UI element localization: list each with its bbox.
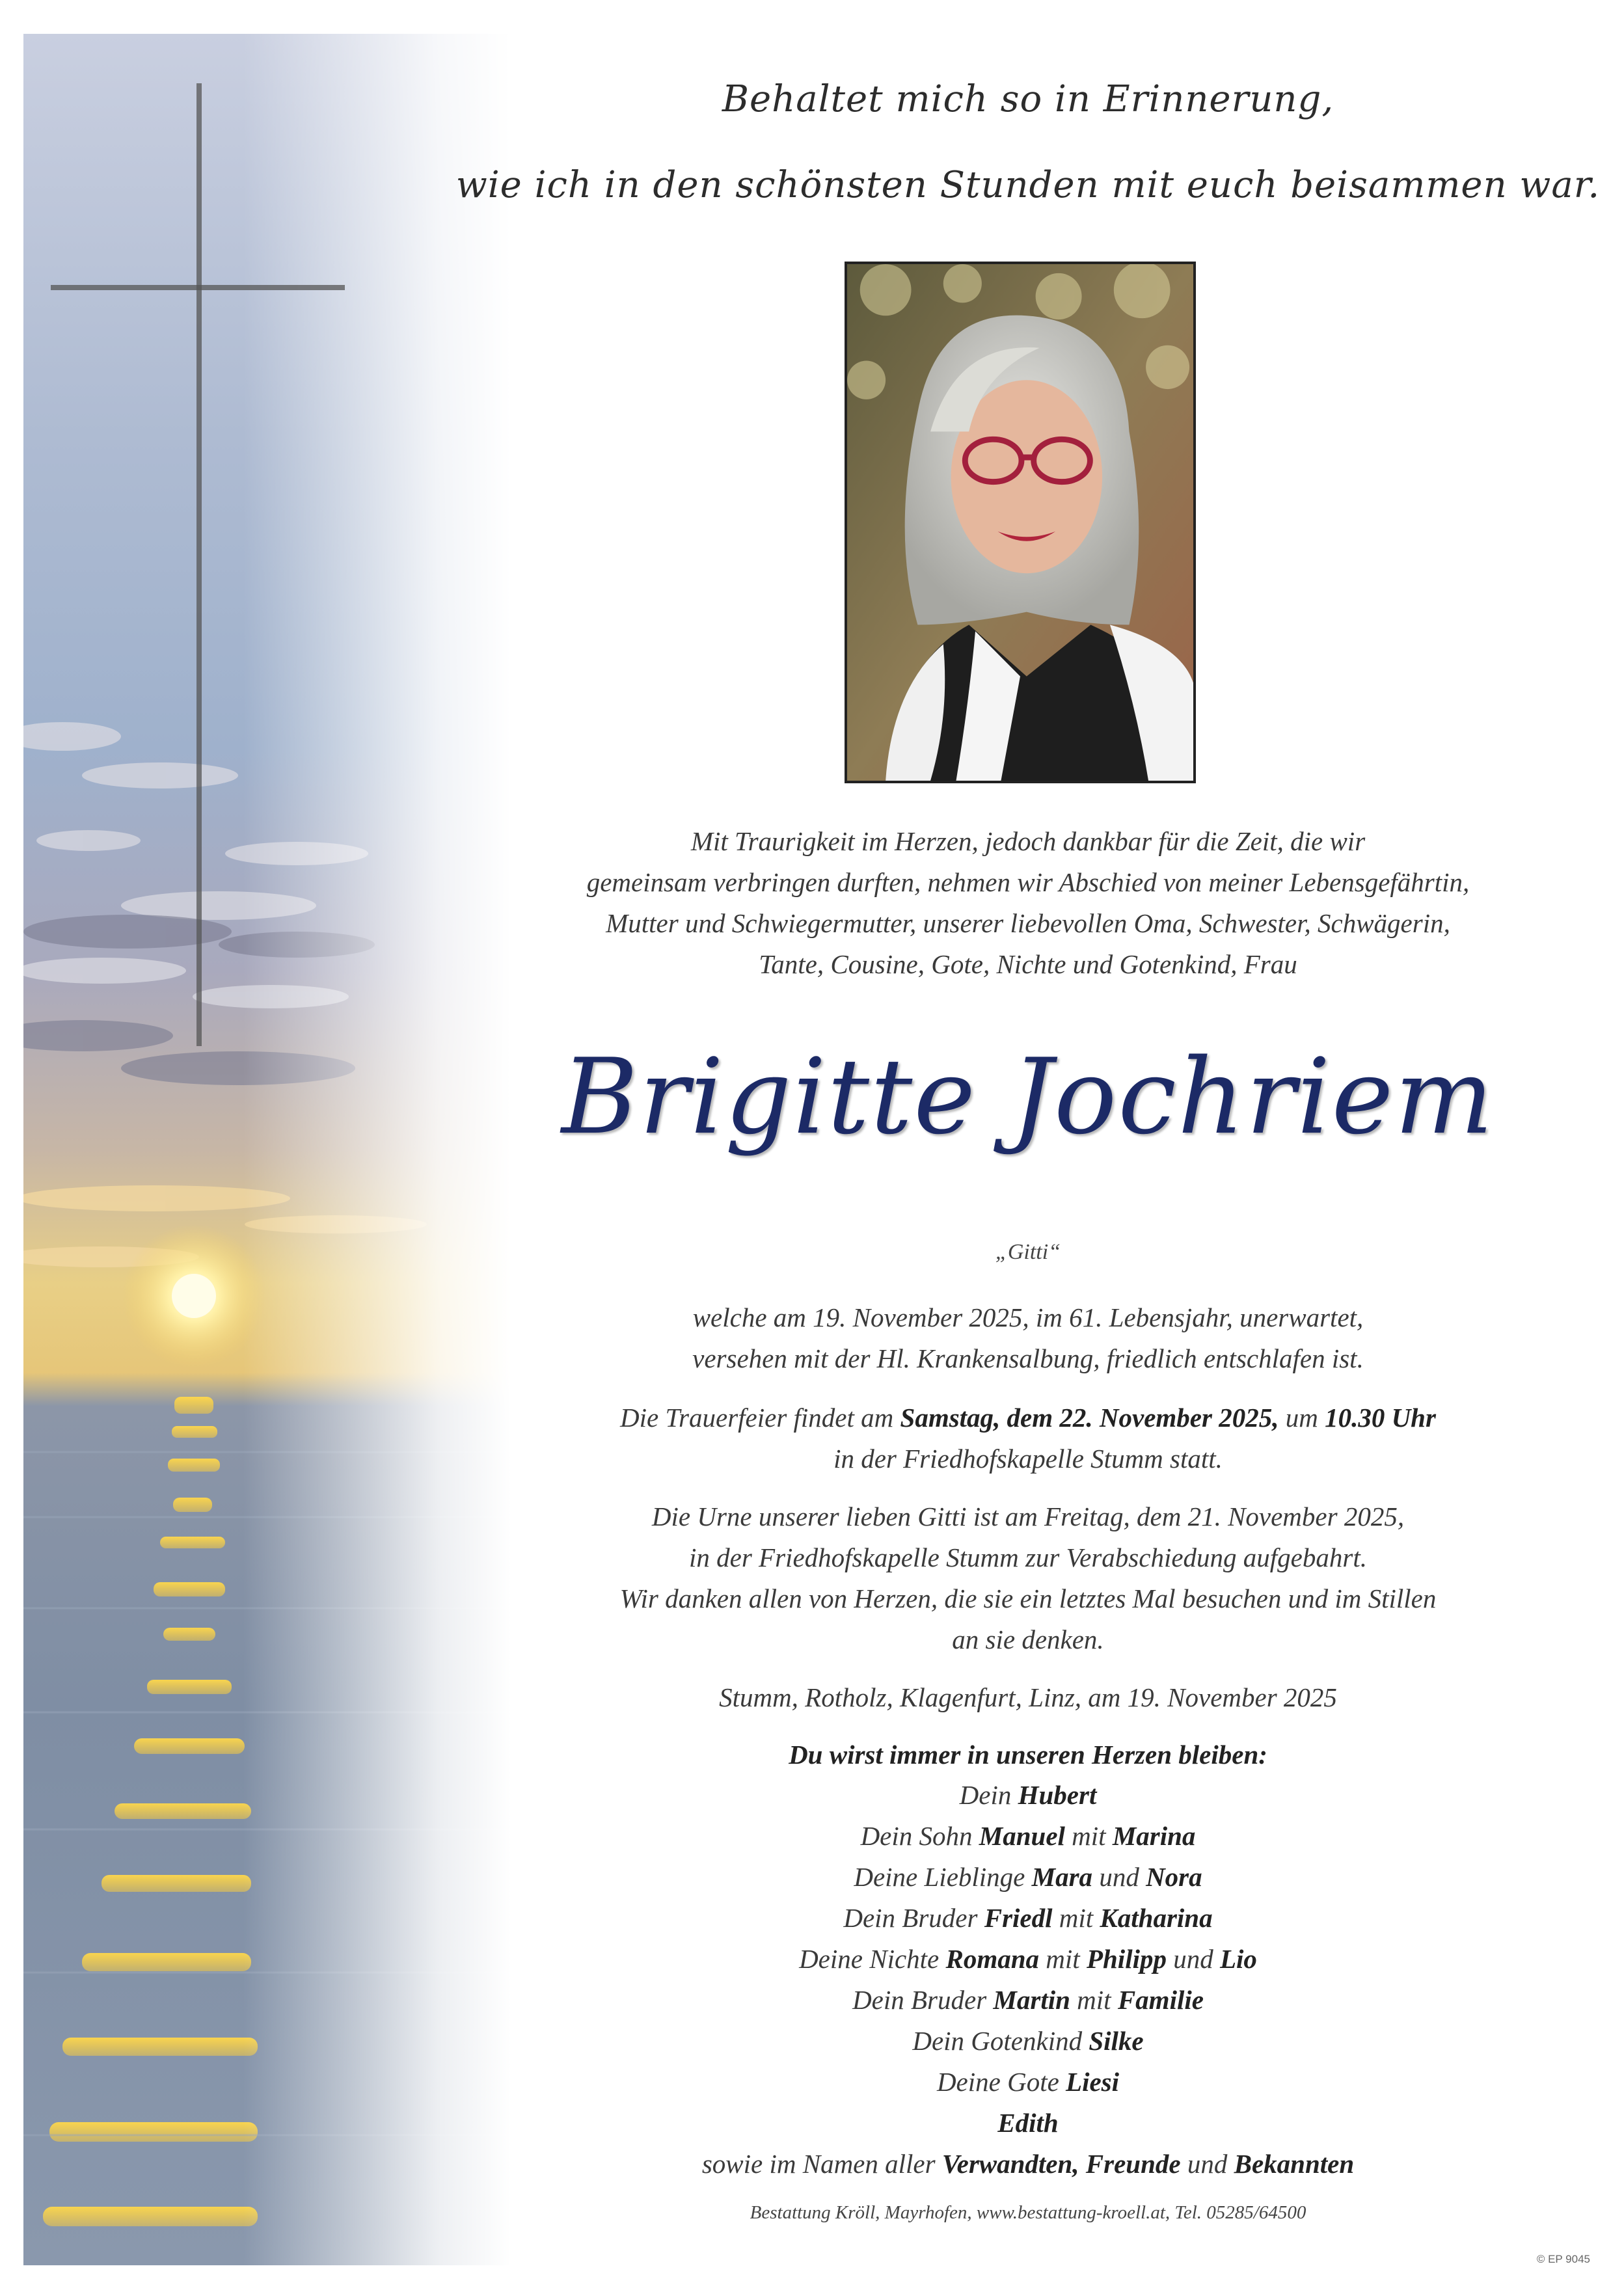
- mourner-relation: und: [1166, 1944, 1220, 1974]
- mourner-relation: sowie im Namen aller: [701, 2149, 942, 2179]
- mourner-name: Lio: [1219, 1944, 1257, 1974]
- mourner-relation: Deine Nichte: [799, 1944, 946, 1974]
- mourner-line: [455, 2144, 1601, 2185]
- passing-line: versehen mit der Hl. Krankensalbung, friedlich entschlafen ist.: [692, 1343, 1364, 1373]
- funeral-home-footer: Bestattung Kröll, Mayrhofen, www.bestattung-kroell.at, Tel. 05285/64500: [750, 2202, 1306, 2223]
- motto-line-1: Behaltet mich so in Erinnerung,: [722, 78, 1334, 120]
- passing-paragraph: [455, 1297, 1601, 1379]
- mourner-relation: Dein Gotenkind: [912, 2026, 1089, 2056]
- portrait-photo: [845, 262, 1196, 783]
- mourner-relation: Dein Bruder: [852, 1985, 994, 2015]
- mourners-list: [455, 1775, 1601, 2185]
- mourner-line: [455, 1816, 1601, 1857]
- ceremony-time: 10.30 Uhr: [1325, 1403, 1436, 1433]
- mourner-name: Silke: [1089, 2026, 1144, 2056]
- mourner-name: Romana: [945, 1944, 1040, 1974]
- intro-line: gemeinsam verbringen durften, nehmen wir Abschied von meiner Lebensgefährtin,: [586, 867, 1470, 897]
- mourner-name: Familie: [1117, 1985, 1204, 2015]
- mourners-heading: Du wirst immer in unseren Herzen bleiben:: [789, 1740, 1267, 1770]
- intro-line: Mit Traurigkeit im Herzen, jedoch dankbar für die Zeit, die wir: [690, 826, 1366, 856]
- mourner-relation: mit: [1070, 1985, 1118, 2015]
- mourner-name: Nora: [1146, 1862, 1202, 1892]
- mourner-name: Philipp: [1086, 1944, 1167, 1974]
- mourner-line: [455, 1898, 1601, 1939]
- mourner-relation: und: [1092, 1862, 1146, 1892]
- mourner-name: Friedl: [984, 1903, 1053, 1933]
- place-date: Stumm, Rotholz, Klagenfurt, Linz, am 19. November 2025: [719, 1682, 1337, 1712]
- mourner-line: [455, 1939, 1601, 1980]
- sunset-sea-image: [23, 34, 511, 2265]
- mourner-line: [455, 2062, 1601, 2103]
- deceased-nickname: „Gitti“: [995, 1240, 1061, 1264]
- ceremony-paragraph: [455, 1397, 1601, 1479]
- intro-line: Mutter und Schwiegermutter, unserer liebevollen Oma, Schwester, Schwägerin,: [606, 908, 1450, 938]
- intro-paragraph: [455, 821, 1601, 985]
- urn-line: Wir danken allen von Herzen, die sie ein letztes Mal besuchen und im Stillen: [619, 1583, 1437, 1613]
- mourner-line: [455, 1775, 1601, 1816]
- mourner-name: Hubert: [1018, 1780, 1097, 1810]
- intro-line: Tante, Cousine, Gote, Nichte und Gotenkind, Frau: [759, 949, 1297, 979]
- mourner-line: [455, 2021, 1601, 2062]
- mourner-name: Liesi: [1066, 2067, 1120, 2097]
- mourner-line: [455, 1980, 1601, 2021]
- mourner-line: [455, 2103, 1601, 2144]
- urn-line: Die Urne unserer lieben Gitti ist am Freitag, dem 21. November 2025,: [651, 1502, 1405, 1531]
- mourner-name: Martin: [993, 1985, 1070, 2015]
- ceremony-line: Die Trauerfeier findet am Samstag, dem 22. November 2025, um 10.30 Uhr: [620, 1403, 1436, 1433]
- mourner-name: Manuel: [979, 1821, 1065, 1851]
- mourner-line: [455, 1857, 1601, 1898]
- urn-paragraph: [455, 1496, 1601, 1660]
- mourner-relation: Deine Lieblinge: [854, 1862, 1032, 1892]
- mourner-relation: mit: [1064, 1821, 1113, 1851]
- urn-line: in der Friedhofskapelle Stumm zur Verabschiedung aufgebahrt.: [689, 1542, 1367, 1572]
- mourner-name: Verwandten, Freunde: [941, 2149, 1181, 2179]
- mourner-relation: und: [1180, 2149, 1234, 2179]
- passing-line: welche am 19. November 2025, im 61. Lebensjahr, unerwartet,: [692, 1302, 1364, 1332]
- mourner-relation: Deine Gote: [936, 2067, 1066, 2097]
- mourner-name: Bekannten: [1234, 2149, 1355, 2179]
- mourner-relation: Dein Sohn: [860, 1821, 979, 1851]
- mourner-name: Edith: [997, 2108, 1059, 2138]
- mourner-relation: Dein: [959, 1780, 1018, 1810]
- motto-line-2: wie ich in den schönsten Stunden mit euch beisammen war.: [455, 164, 1601, 206]
- deceased-name: Brigitte Jochriem: [561, 1036, 1495, 1157]
- mourner-relation: Dein Bruder: [843, 1903, 984, 1933]
- ceremony-date: Samstag, dem 22. November 2025,: [900, 1403, 1279, 1433]
- mourner-relation: mit: [1039, 1944, 1087, 1974]
- mourner-name: Marina: [1112, 1821, 1196, 1851]
- mourner-relation: mit: [1052, 1903, 1100, 1933]
- document-code: © EP 9045: [1536, 2253, 1590, 2265]
- ceremony-line: in der Friedhofskapelle Stumm statt.: [833, 1444, 1223, 1474]
- urn-line: an sie denken.: [952, 1624, 1104, 1654]
- mourner-name: Mara: [1031, 1862, 1093, 1892]
- mourner-name: Katharina: [1100, 1903, 1213, 1933]
